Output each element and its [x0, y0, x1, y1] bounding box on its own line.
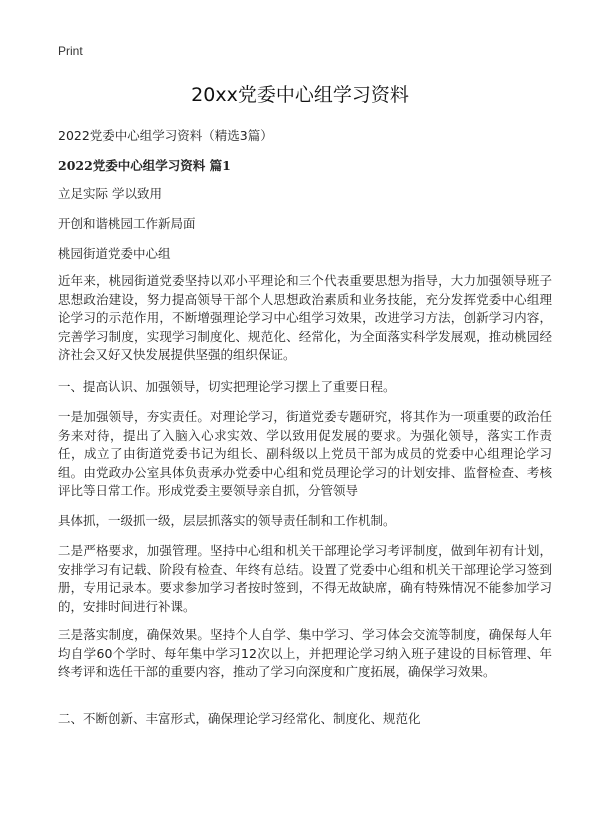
- print-label: Print: [58, 44, 83, 58]
- text-line-theme: 开创和谐桃园工作新局面: [58, 216, 196, 231]
- paragraph-point-two: 二是严格要求，加强管理。坚持中心组和机关干部理论学习考评制度，做到年初有计划，安排学习有记载、阶段有检查、年终有总结。设置了党委中心组和机关干部理论学习签到册，专用记录本。要求参加学习者按时签到，不得无故缺席，确有特殊情况不能参加学习的，安排时间进行补课。: [58, 543, 552, 614]
- paragraph-point-three: 三是落实制度，确保效果。坚持个人自学、集中学习、学习体会交流等制度，确保每人年均自学60个学时、每年集中学习12次以上，并把理论学习纳入班子建设的目标管理、年终考评和选任干部的重要内容，推动了学习向深度和广度拓展，确保学习效果。: [58, 627, 552, 680]
- section-heading: 2022党委中心组学习资料 篇1: [58, 158, 231, 173]
- document-title: 20xx党委中心组学习资料: [191, 84, 409, 106]
- document-subtitle: 2022党委中心组学习资料（精选3篇）: [58, 128, 273, 143]
- paragraph-point-one-continued: 具体抓，一级抓一级，层层抓落实的领导责任制和工作机制。: [58, 513, 396, 528]
- text-line-motto: 立足实际 学以致用: [58, 186, 162, 201]
- paragraph-section-two-heading: 二、不断创新、丰富形式，确保理论学习经常化、制度化、规范化: [58, 711, 421, 726]
- paragraph-point-one: 一是加强领导，夯实责任。对理论学习，街道党委专题研究，将其作为一项重要的政治任务来对待，提出了入脑入心求实效、学以致用促发展的要求。为强化领导，落实工作责任，成立了由街道党委书记为组长、副科级以上党员干部为成员的党委中心组理论学习组。由党政办公室具体负责承办党委中心组和党员理论学习的计划安排、监督检查、考核评比等日常工作。形成党委主要领导亲自抓，分管领导: [58, 409, 552, 499]
- paragraph-section-one-heading: 一、提高认识、加强领导，切实把理论学习摆上了重要日程。: [58, 379, 396, 394]
- paragraph-intro: 近年来，桃园街道党委坚持以邓小平理论和三个代表重要思想为指导，大力加强领导班子思想政治建设，努力提高领导干部个人思想政治素质和业务技能，充分发挥党委中心组理论学习的示范作用，不断增强理论学习中心组学习效果，改进学习方法，创新学习内容，完善学习制度，实现学习制度化、规范化、经常化，为全面落实科学发展观，推动桃园经济社会又好又快发展提供坚强的组织保证。: [58, 273, 552, 363]
- text-line-author: 桃园街道党委中心组: [58, 246, 171, 261]
